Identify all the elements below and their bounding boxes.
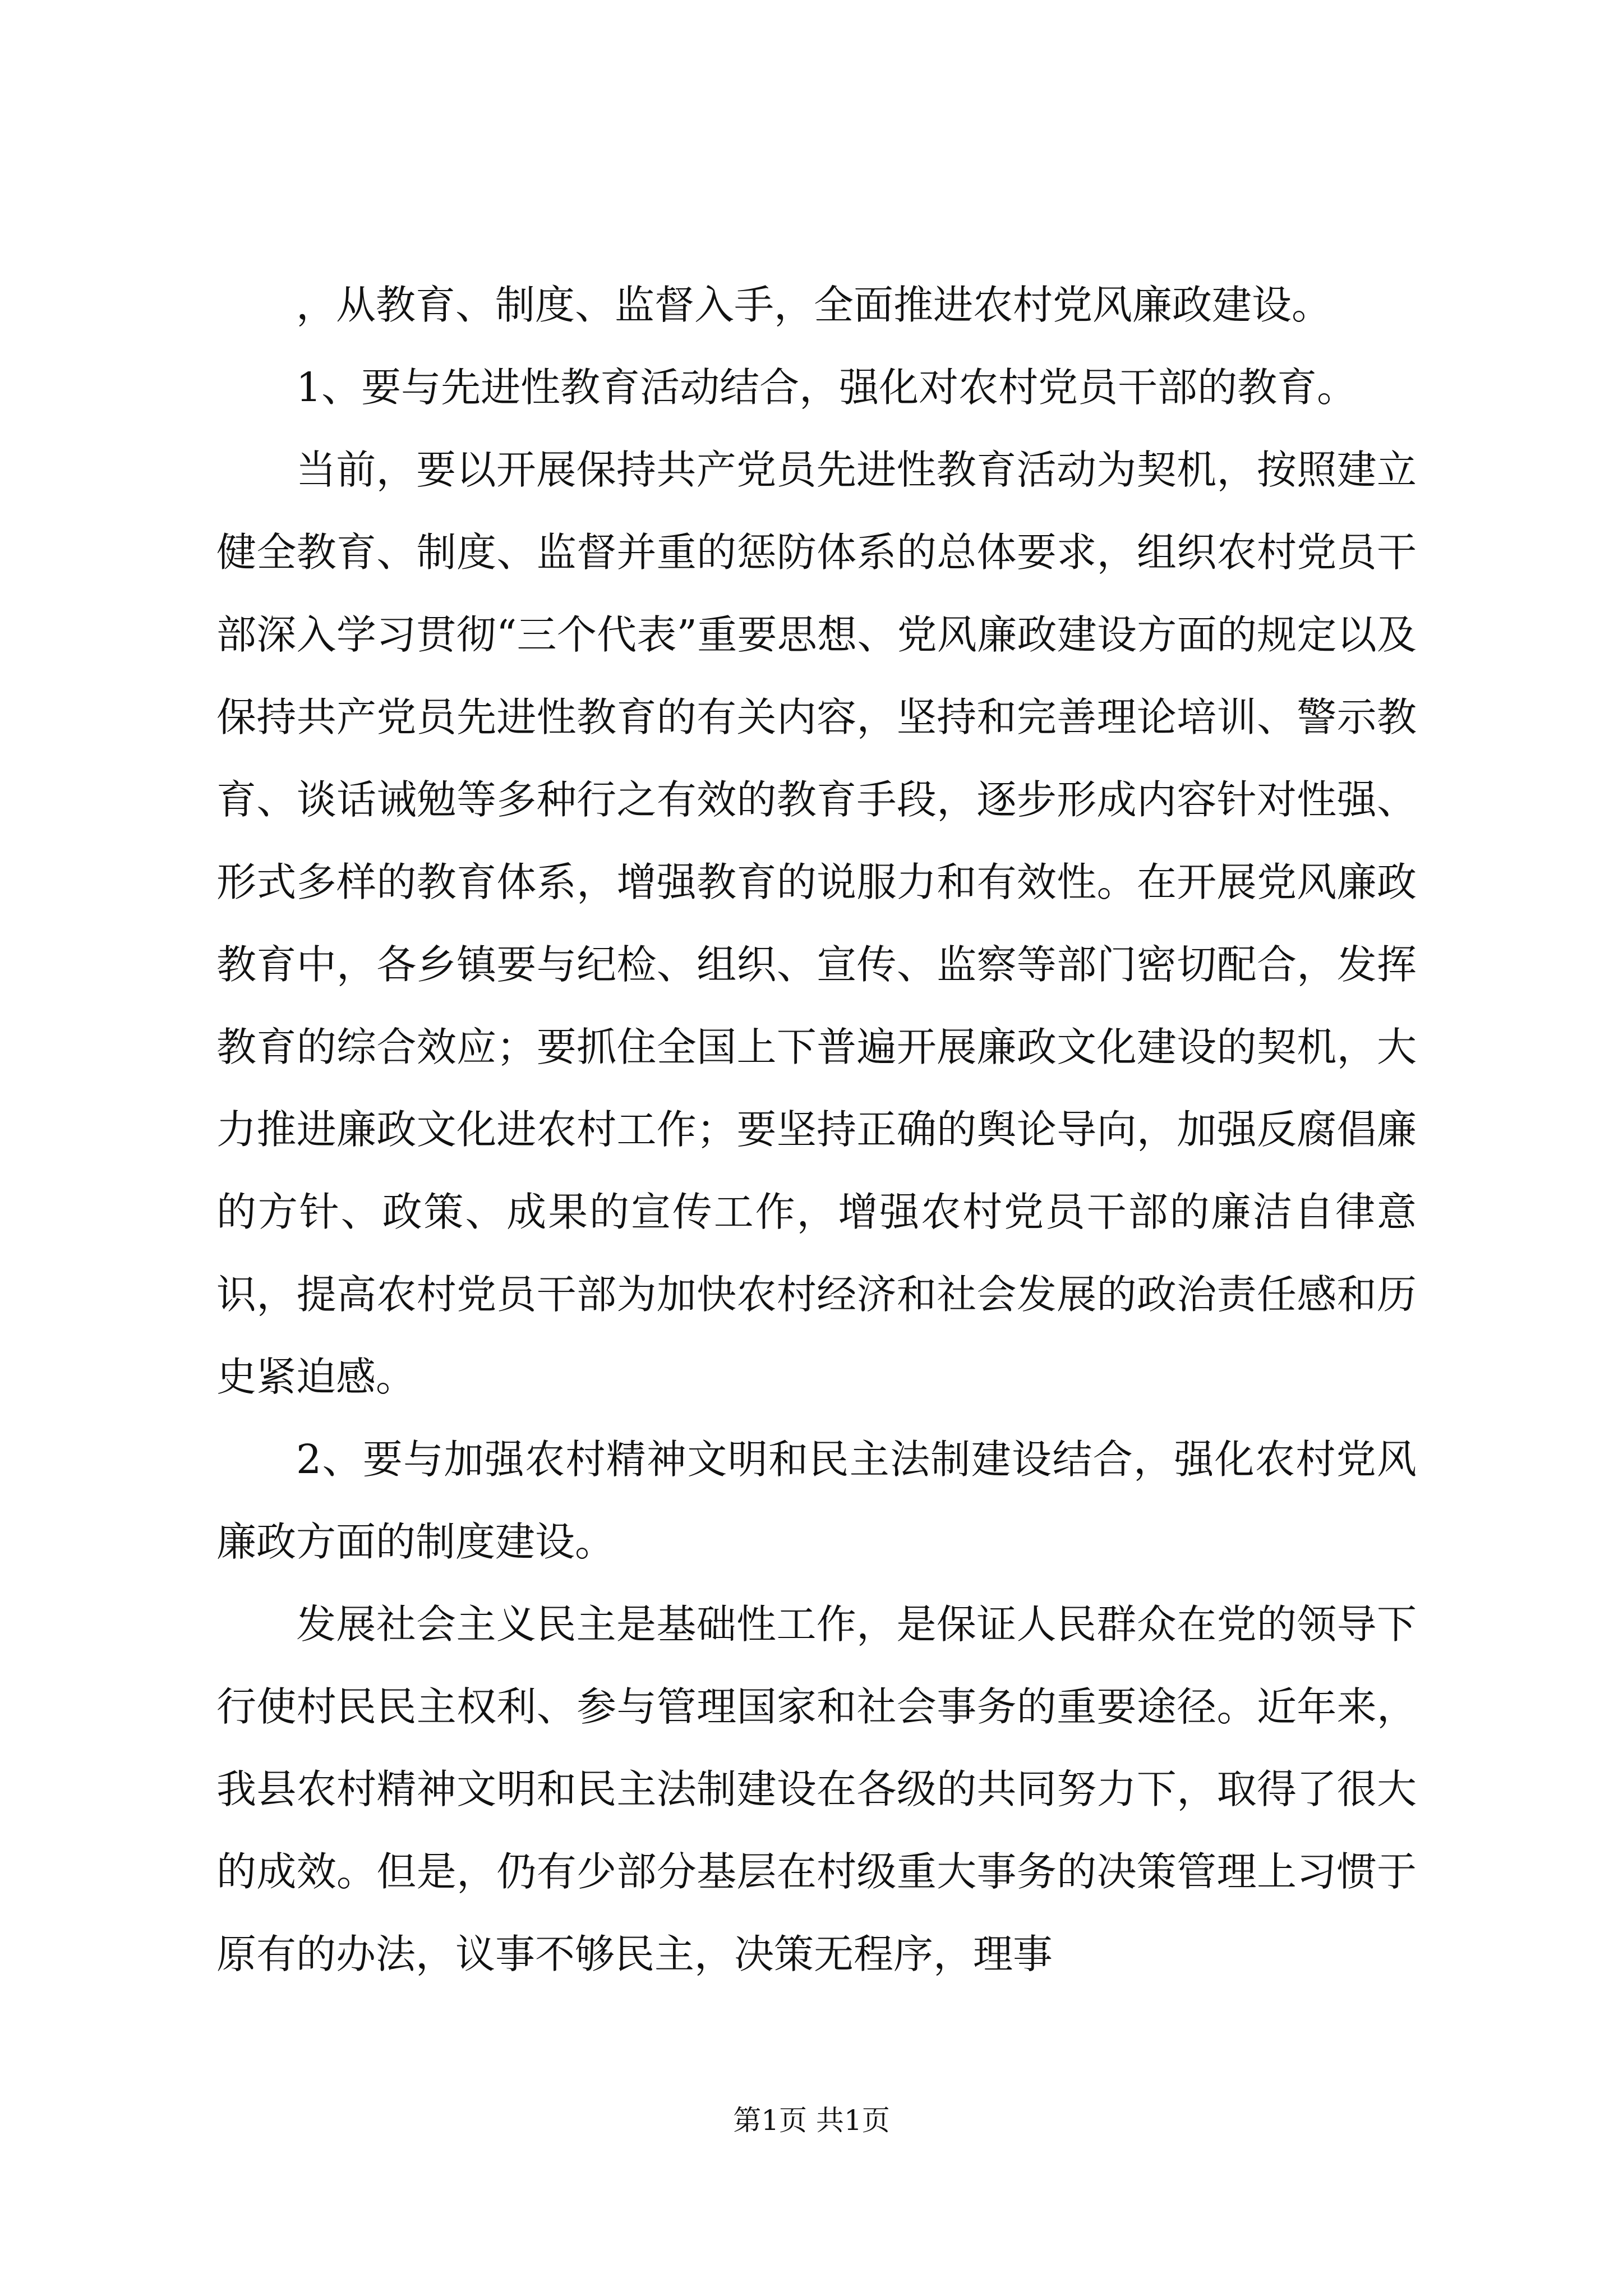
paragraph-education: 当前，要以开展保持共产党员先进性教育活动为契机，按照建立健全教育、制度、监督并重的惩防体系的总体要求，组织农村党员干部深入学习贯彻“三个代表”重要思想、党风廉政建设方面的规定以及保持共产党员先进性教育的有关内容，坚持和完善理论培训、警示教育、谈话诫勉等多种行之有效的教育手段，逐步形成内容针对性强、形式多样的教育体系，增强教育的说服力和有效性。在开展党风廉政教育中，各乡镇要与纪检、组织、宣传、监察等部门密切配合，发挥教育的综合效应；要抓住全国上下普遍开展廉政文化建设的契机，大力推进廉政文化进农村工作；要坚持正确的舆论导向，加强反腐倡廉的方针、政策、成果的宣传工作，增强农村党员干部的廉洁自律意识，提高农村党员干部为加快农村经济和社会发展的政治责任感和历史紧迫感。 — [216, 447, 1417, 1400]
paragraph-heading-2: 2、要与加强农村精神文明和民主法制建设结合，强化农村党风廉政方面的制度建设。 — [216, 1436, 1417, 1565]
paragraph-heading-1: 1、要与先进性教育活动结合，强化对农村党员干部的教育。 — [296, 364, 1357, 411]
page-footer: 第1页 共1页 — [733, 2104, 890, 2137]
document-body — [216, 264, 1417, 1995]
paragraph-democracy: 发展社会主义民主是基础性工作，是保证人民群众在党的领导下行使村民民主权利、参与管理国家和社会事务的重要途径。近年来，我县农村精神文明和民主法制建设在各级的共同努力下，取得了很大的成效。但是，仍有少部分基层在村级重大事务的决策管理上习惯于原有的办法，议事不够民主，决策无程序，理事 — [216, 1601, 1417, 1977]
paragraph-intro: ，从教育、制度、监督入手，全面推进农村党风廉政建设。 — [296, 282, 1332, 328]
